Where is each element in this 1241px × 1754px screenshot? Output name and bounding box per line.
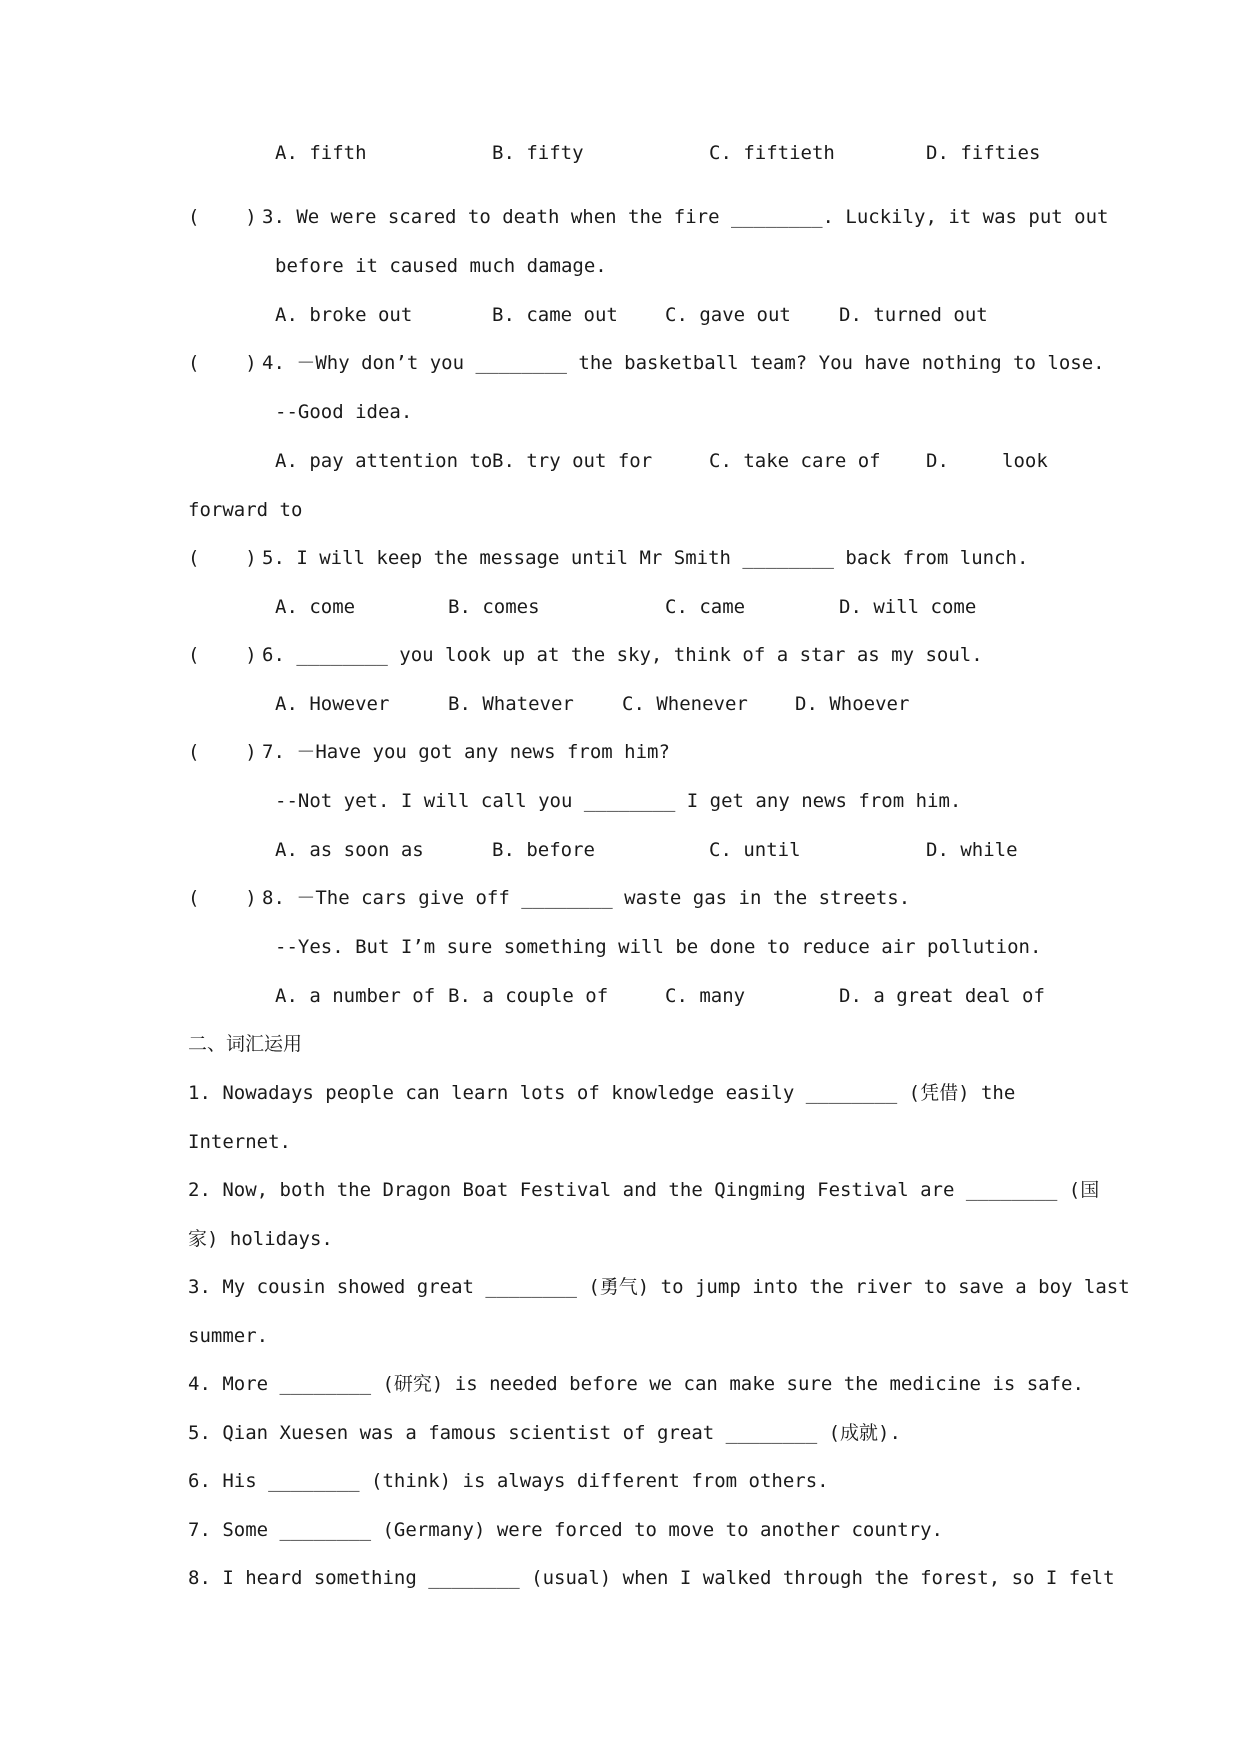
q6-option-c: C. Whenever (622, 693, 748, 715)
q6-option-b: B. Whatever (448, 693, 574, 715)
q5-option-c: C. came (665, 596, 746, 618)
question-text: 5. I will keep the message until Mr Smith ________ back from lunch. (262, 547, 1029, 569)
question-text: 8. －The cars give off ________ waste gas in the streets. (262, 887, 911, 909)
q3-option-d: D. turned out (839, 304, 988, 326)
q6-option-d: D. Whoever (795, 693, 910, 715)
q2-option-c: C. fiftieth (709, 142, 835, 164)
q6-option-a: A. However (275, 693, 390, 715)
question-reply: --Good idea. (275, 401, 413, 423)
q3-option-a: A. broke out (275, 304, 413, 326)
answer-paren: ( ) (188, 887, 257, 909)
q8-option-a: A. a number of (275, 985, 436, 1007)
question-text: 3. We were scared to death when the fire ________. Luckily, it was put out (262, 206, 1109, 228)
answer-paren: ( ) (188, 644, 257, 666)
q4-option-d-wrap: forward to (188, 499, 303, 521)
answer-paren: ( ) (188, 741, 257, 763)
q3-option-b: B. came out (492, 304, 618, 326)
vocab-item-6: 6. His ________ (think) is always different from others. (188, 1470, 829, 1492)
q8-option-c: C. many (665, 985, 746, 1007)
q5-option-d: D. will come (839, 596, 977, 618)
vocab-item-2-line-2: 家) holidays. (188, 1228, 333, 1250)
answer-paren: ( ) (188, 206, 257, 228)
q2-option-b: B. fifty (492, 142, 584, 164)
q7-option-c: C. until (709, 839, 801, 861)
vocab-item-3-line-1: 3. My cousin showed great ________ (勇气) to jump into the river to save a boy last (188, 1276, 1130, 1298)
answer-paren: ( ) (188, 352, 257, 374)
q8-option-b: B. a couple of (448, 985, 609, 1007)
q4-option-d: D. (926, 450, 949, 472)
question-text: 4. －Why don’t you ________ the basketball team? You have nothing to lose. (262, 352, 1105, 374)
vocab-item-1-line-2: Internet. (188, 1131, 291, 1153)
question-reply: --Yes. But I’m sure something will be done to reduce air pollution. (275, 936, 1042, 958)
answer-paren: ( ) (188, 547, 257, 569)
q7-option-d: D. while (926, 839, 1018, 861)
q8-option-d: D. a great deal of (839, 985, 1045, 1007)
q4-option-a: A. pay attention to (275, 450, 493, 472)
q5-option-a: A. come (275, 596, 356, 618)
vocab-item-7: 7. Some ________ (Germany) were forced to move to another country. (188, 1519, 943, 1541)
section-title: 二、词汇运用 (188, 1033, 303, 1055)
vocab-item-1-line-1: 1. Nowadays people can learn lots of knowledge easily ________ (凭借) the (188, 1082, 1016, 1104)
vocab-item-2-line-1: 2. Now, both the Dragon Boat Festival and the Qingming Festival are ________ (国 (188, 1179, 1100, 1201)
q2-option-a: A. fifth (275, 142, 367, 164)
q2-option-d: D. fifties (926, 142, 1041, 164)
vocab-item-4: 4. More ________ (研究) is needed before we can make sure the medicine is safe. (188, 1373, 1084, 1395)
q7-option-b: B. before (492, 839, 595, 861)
q3-option-c: C. gave out (665, 304, 791, 326)
question-reply: --Not yet. I will call you ________ I get any news from him. (275, 790, 962, 812)
question-text: 6. ________ you look up at the sky, think of a star as my soul. (262, 644, 983, 666)
vocab-item-8: 8. I heard something ________ (usual) when I walked through the forest, so I felt (188, 1567, 1115, 1589)
q4-option-c: C. take care of (709, 450, 881, 472)
vocab-item-5: 5. Qian Xuesen was a famous scientist of great ________ (成就). (188, 1422, 901, 1444)
question-continuation: before it caused much damage. (275, 255, 607, 277)
vocab-item-3-line-2: summer. (188, 1325, 269, 1347)
q7-option-a: A. as soon as (275, 839, 424, 861)
q4-option-b: B. try out for (492, 450, 653, 472)
question-text: 7. －Have you got any news from him? (262, 741, 670, 763)
q4-option-d-word: look (1002, 450, 1048, 472)
q5-option-b: B. comes (448, 596, 540, 618)
